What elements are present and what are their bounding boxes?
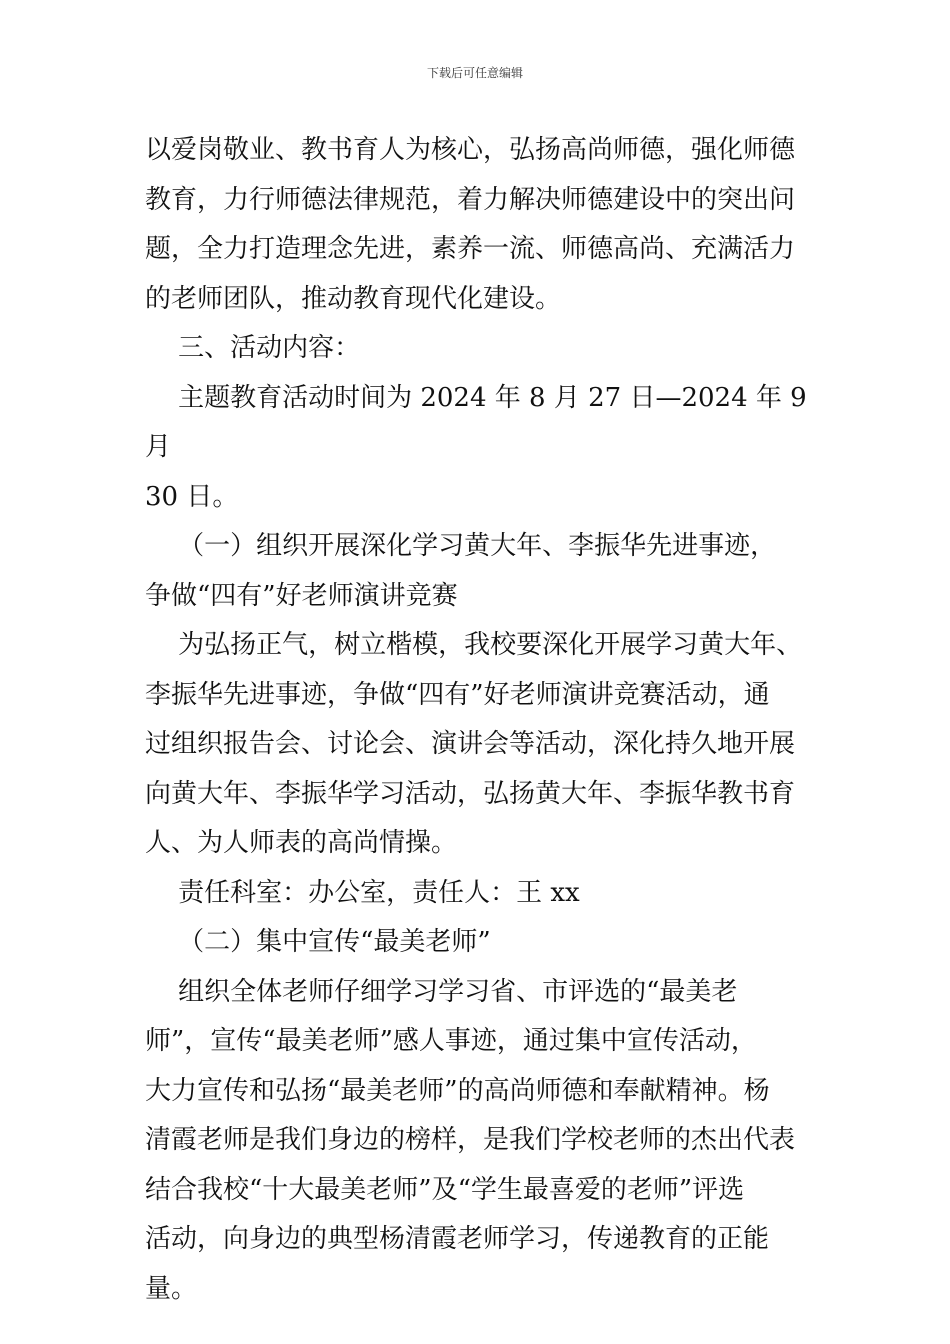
text-line: 责任科室：办公室，责任人：王 xx [145, 877, 580, 908]
text-line: 李振华先进事迹，争做“四有”好老师演讲竞赛活动，通 [145, 679, 770, 710]
text-line: 题，全力打造理念先进，素养一流、师德高尚、充满活力 [145, 234, 796, 264]
text-line: 组织全体老师仔细学习学习省、市评选的“最美老 [145, 976, 738, 1007]
text-line: 教育，力行师德法律规范，着力解决师德建设中的突出问 [145, 184, 796, 215]
text-line: 以爱岗敬业、教书育人为核心，弘扬高尚师德，强化师德 [145, 135, 796, 165]
text-line: 过组织报告会、讨论会、演讲会等活动，深化持久地开展 [145, 729, 796, 759]
subsection-heading: （二）集中宣传“最美老师” [145, 927, 491, 957]
text-line: 30 日。 [145, 481, 239, 512]
page-header: 下载后可任意编辑 [426, 66, 523, 80]
text-line: 向黄大年、李振华学习活动，弘扬黄大年、李振华教书育 [145, 778, 796, 809]
text-line: 结合我校“十大最美老师”及“学生最喜爱的老师”评选 [145, 1174, 745, 1205]
text-line: 清霞老师是我们身边的榜样，是我们学校老师的杰出代表 [145, 1125, 796, 1155]
subsection-heading: （一）组织开展深化学习黄大年、李振华先进事迹， [145, 531, 777, 561]
text-line: 师”，宣传“最美老师”感人事迹，通过集中宣传活动， [145, 1026, 757, 1056]
text-line: 为弘扬正气，树立楷模，我校要深化开展学习黄大年、 [145, 630, 803, 660]
subsection-heading: 争做“四有”好老师演讲竞赛 [145, 580, 458, 611]
text-line: 人、为人师表的高尚情操。 [145, 828, 458, 858]
document-body [145, 126, 817, 1314]
text-line: 主题教育活动时间为 2024 年 8 月 27 日—2024 年 9 月 [145, 382, 815, 462]
section-heading: 三、活动内容： [145, 333, 361, 363]
text-line: 的老师团队，推动教育现代化建设。 [145, 283, 562, 314]
text-line: 活动，向身边的典型杨清霞老师学习，传递教育的正能量。 [145, 1224, 770, 1304]
text-line: 大力宣传和弘扬“最美老师”的高尚师德和奉献精神。杨 [145, 1075, 770, 1106]
